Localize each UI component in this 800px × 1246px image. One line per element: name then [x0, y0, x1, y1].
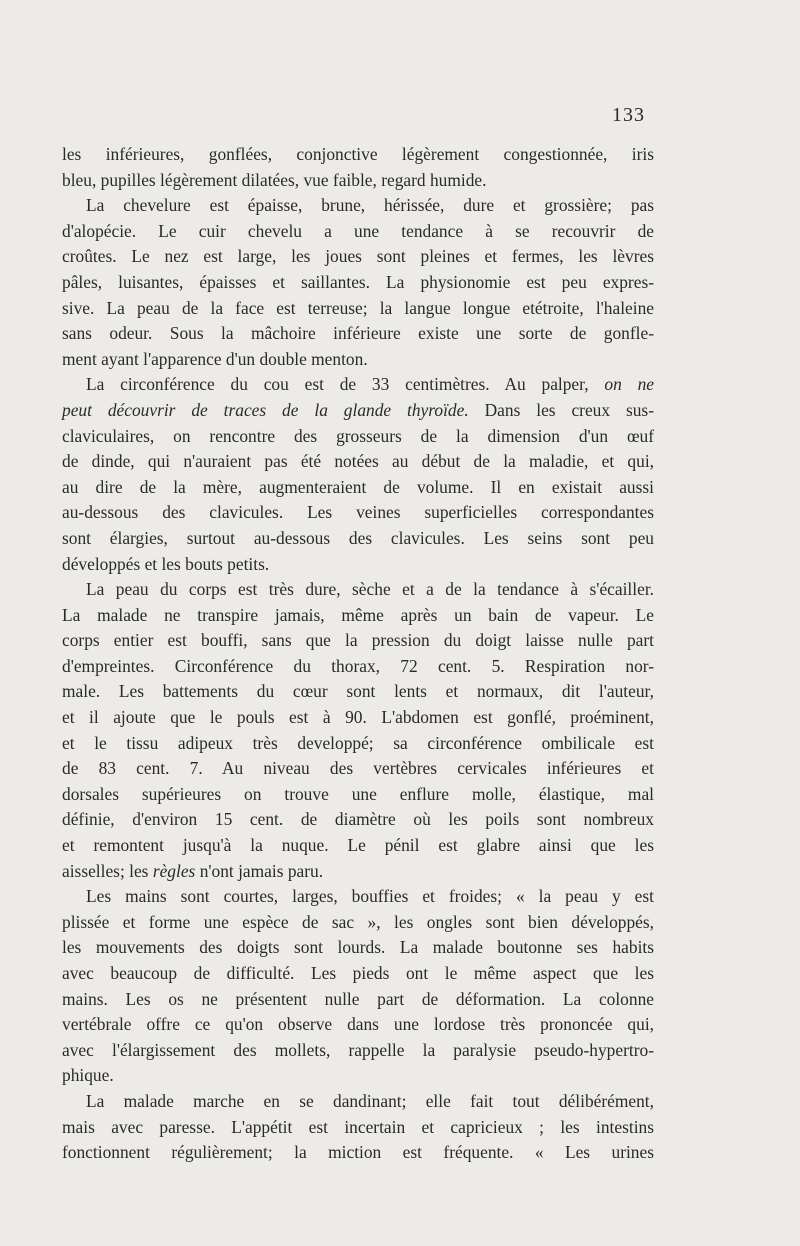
text-segment: fonctionnent régulièrement; la miction est fréquente. « Les urines [62, 1142, 654, 1163]
text-segment: claviculaires, on rencontre des grosseurs de la dimension d'un œuf [62, 425, 654, 446]
text-line [62, 654, 654, 680]
text-line [62, 782, 654, 808]
text-segment: de 83 cent. 7. Au niveau des vertèbres cervicales inférieures et [62, 758, 654, 779]
text-line [62, 1063, 654, 1089]
text-segment: dorsales supérieures on trouve une enflure molle, élastique, mal [62, 783, 654, 804]
text-line [62, 577, 654, 603]
text-line [62, 500, 654, 526]
text-line [62, 142, 654, 168]
text-line [62, 1038, 654, 1064]
text-segment: et remontent jusqu'à la nuque. Le pénil est glabre ainsi que les [62, 835, 654, 856]
text-segment: les inférieures, gonflées, conjonctive légèrement congestionnée, iris [62, 144, 654, 164]
text-segment: d'alopécie. Le cuir chevelu a une tendance à se recouvrir de [62, 220, 654, 241]
text-line [62, 398, 654, 424]
text-segment: sont élargies, surtout au-dessous des clavicules. Les seins sont peu [62, 527, 654, 548]
text-segment: La peau du corps est très dure, sèche et a de la tendance à s'écailler. [86, 579, 654, 600]
italic-text: règles [152, 860, 196, 881]
text-segment: La chevelure est épaisse, brune, hérissée, dure et grossière; pas [86, 195, 654, 216]
text-segment: sive. La peau de la face est terreuse; la langue longue etétroite, l'haleine [62, 297, 654, 318]
text-line [62, 679, 654, 705]
page-number: 133 [612, 104, 645, 126]
text-segment: vertébrale offre ce qu'on observe dans une lordose très prononcée qui, [62, 1014, 654, 1035]
text-line [62, 987, 654, 1013]
text-segment: de dinde, qui n'auraient pas été notées au début de la maladie, et qui, [62, 451, 654, 472]
text-segment: mains. Les os ne présentent nulle part de déformation. La colonne [62, 988, 654, 1009]
text-line [62, 193, 654, 219]
text-segment: sans odeur. Sous la mâchoire inférieure existe une sorte de gonfle- [62, 323, 654, 344]
text-line [62, 552, 654, 578]
text-segment: développés et les bouts petits. [62, 553, 270, 574]
text-segment: au-dessous des clavicules. Les veines superficielles correspondantes [62, 502, 654, 523]
text-line [62, 321, 654, 347]
text-segment: ment ayant l'apparence d'un double menton. [62, 348, 368, 369]
text-line [62, 705, 654, 731]
text-line [62, 475, 654, 501]
text-segment: avec beaucoup de difficulté. Les pieds ont le même aspect que les [62, 963, 654, 983]
text-segment: les mouvements des doigts sont lourds. La malade boutonne ses habits [62, 937, 654, 958]
text-segment: mais avec paresse. L'appétit est incertain et capricieux ; les intestins [62, 1116, 654, 1137]
text-line [62, 449, 654, 475]
text-line [62, 603, 654, 629]
body-text [62, 142, 654, 1166]
text-line [62, 424, 654, 450]
text-line [62, 1012, 654, 1038]
text-line [62, 756, 654, 782]
text-segment: avec l'élargissement des mollets, rappelle la paralysie pseudo-hypertro- [62, 1039, 654, 1060]
text-line [62, 219, 654, 245]
text-line [62, 935, 654, 961]
text-line [62, 526, 654, 552]
text-line [62, 833, 654, 859]
text-segment: bleu, pupilles légèrement dilatées, vue faible, regard humide. [62, 169, 487, 190]
text-segment: au dire de la mère, augmenteraient de volume. Il en existait aussi [62, 476, 654, 497]
text-line [62, 859, 654, 885]
italic-text: on ne [604, 374, 655, 395]
text-segment: Dans les creux sus- [484, 399, 654, 420]
text-line [62, 296, 654, 322]
text-line [62, 910, 654, 936]
text-line [62, 961, 654, 987]
text-segment: La malade marche en se dandinant; elle fait tout délibérément, [86, 1090, 654, 1111]
text-line [62, 1115, 654, 1141]
text-line [62, 270, 654, 296]
text-segment: aisselles; les [62, 860, 149, 881]
text-line [62, 1140, 654, 1166]
text-segment: croûtes. Le nez est large, les joues sont pleines et fermes, les lèvres [62, 246, 654, 267]
text-line [62, 731, 654, 757]
text-line [62, 347, 654, 373]
text-line [62, 884, 654, 910]
text-segment: pâles, luisantes, épaisses et saillantes. La physionomie est peu expres- [62, 271, 654, 292]
text-line [62, 372, 654, 398]
text-segment: n'ont jamais paru. [199, 860, 324, 881]
italic-text: peut découvrir de traces de la glande thyroïde. [62, 399, 469, 420]
text-line [62, 807, 654, 833]
text-segment: La malade ne transpire jamais, même après un bain de vapeur. Le [62, 604, 654, 625]
text-segment: et il ajoute que le pouls est à 90. L'abdomen est gonflé, proéminent, [62, 707, 654, 728]
text-segment: Les mains sont courtes, larges, bouffies et froides; « la peau y est [86, 886, 654, 907]
text-segment: La circonférence du cou est de 33 centimètres. Au palper, [86, 374, 589, 395]
text-segment: plissée et forme une espèce de sac », les ongles sont bien développés, [62, 911, 654, 932]
text-line [62, 1089, 654, 1115]
text-line [62, 168, 654, 194]
text-segment: male. Les battements du cœur sont lents et normaux, dit l'auteur, [62, 681, 654, 702]
text-segment: corps entier est bouffi, sans que la pression du doigt laisse nulle part [62, 630, 654, 651]
text-segment: et le tissu adipeux très developpé; sa circonférence ombilicale est [62, 732, 654, 753]
text-segment: phique. [62, 1065, 114, 1086]
text-line [62, 244, 654, 270]
text-segment: d'empreintes. Circonférence du thorax, 72 cent. 5. Respiration nor- [62, 655, 654, 676]
text-segment: définie, d'environ 15 cent. de diamètre où les poils sont nombreux [62, 809, 654, 830]
text-line [62, 628, 654, 654]
